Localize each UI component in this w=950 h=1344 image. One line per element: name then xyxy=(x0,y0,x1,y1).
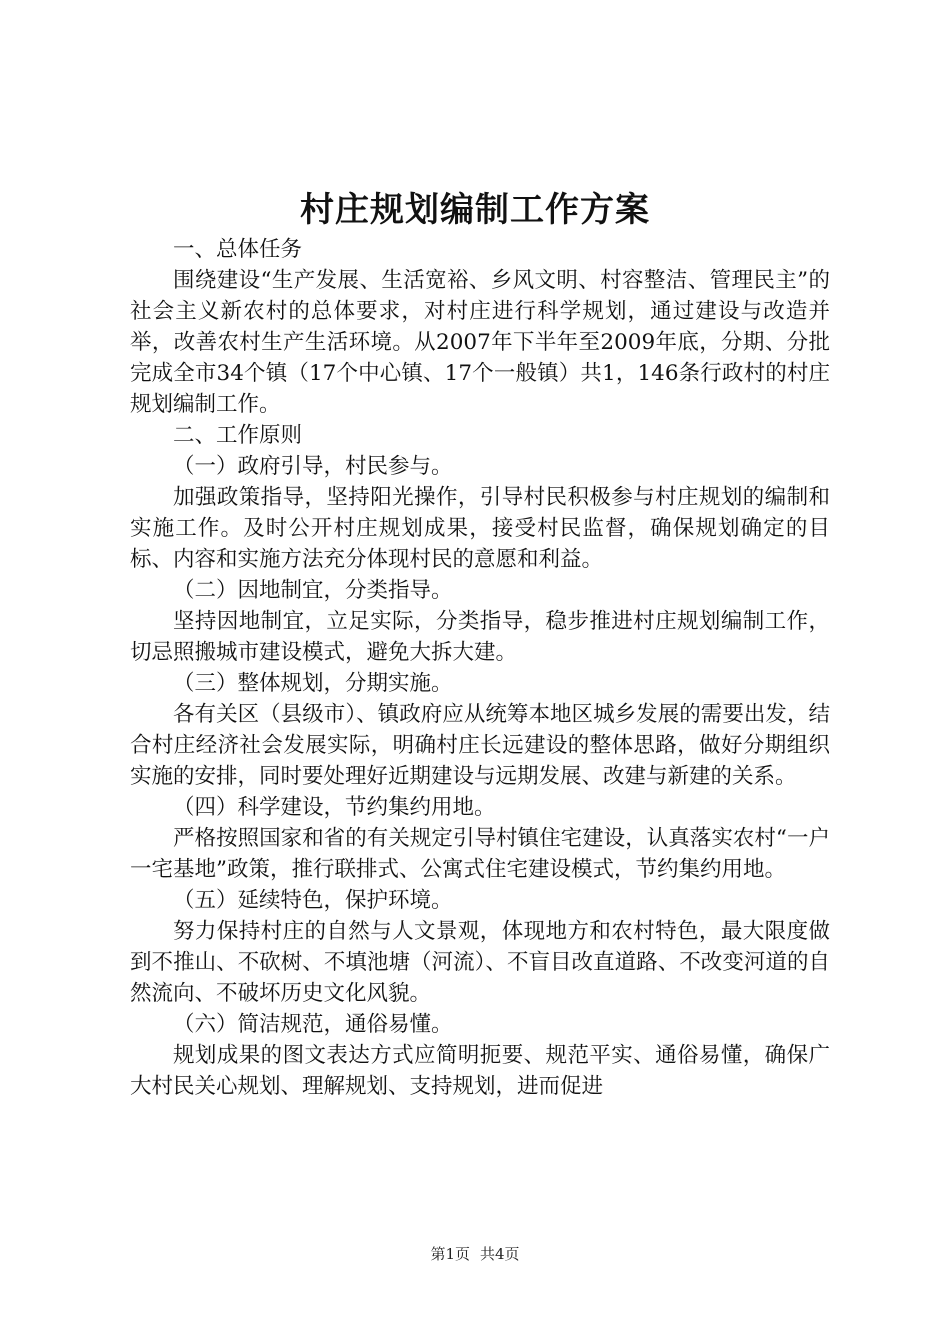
principle-heading-1: （一）政府引导，村民参与。 xyxy=(173,454,453,479)
body-paragraph: 规划成果的图文表达方式应简明扼要、规范平实、通俗易懂，确保广大村民关心规划、理解规划、支持规划，进而促进 xyxy=(130,1043,830,1099)
document-title: 村庄规划编制工作方案 xyxy=(300,190,650,230)
page-footer xyxy=(0,1243,950,1265)
body-paragraph: 加强政策指导，坚持阳光操作，引导村民积极参与村庄规划的编制和实施工作。及时公开村庄规划成果，接受村民监督，确保规划确定的目标、内容和实施方法充分体现村民的意愿和利益。 xyxy=(130,485,830,572)
principle-heading-3: （三）整体规划，分期实施。 xyxy=(173,671,453,696)
body-paragraph: 坚持因地制宜，立足实际，分类指导，稳步推进村庄规划编制工作，切忌照搬城市建设模式，避免大拆大建。 xyxy=(130,609,830,665)
body-paragraph: 严格按照国家和省的有关规定引导村镇住宅建设，认真落实农村“一户一宅基地”政策，推行联排式、公寓式住宅建设模式，节约集约用地。 xyxy=(130,826,830,882)
page-total: 共4页 xyxy=(480,1245,520,1263)
document-body xyxy=(130,234,830,1102)
page-number: 第1页 xyxy=(430,1245,470,1263)
section-heading-overall-task: 一、总体任务 xyxy=(173,237,303,262)
principle-heading-6: （六）简洁规范，通俗易懂。 xyxy=(173,1012,453,1037)
body-paragraph: 各有关区（县级市）、镇政府应从统筹本地区城乡发展的需要出发，结合村庄经济社会发展实际，明确村庄长远建设的整体思路，做好分期组织实施的安排，同时要处理好近期建设与远期发展、改建与新建的关系。 xyxy=(130,702,830,789)
principle-heading-5: （五）延续特色，保护环境。 xyxy=(173,888,453,913)
body-paragraph: 围绕建设“生产发展、生活宽裕、乡风文明、村容整洁、管理民主”的社会主义新农村的总体要求，对村庄进行科学规划，通过建设与改造并举，改善农村生产生活环境。从2007年下半年至2009年底，分期、分批完成全市34个镇（17个中心镇、17个一般镇）共1，146条行政村的村庄规划编制工作。 xyxy=(130,268,830,417)
principle-heading-2: （二）因地制宜，分类指导。 xyxy=(173,578,453,603)
body-paragraph: 努力保持村庄的自然与人文景观，体现地方和农村特色，最大限度做到不推山、不砍树、不填池塘（河流）、不盲目改直道路、不改变河道的自然流向、不破坏历史文化风貌。 xyxy=(130,919,830,1006)
principle-heading-4: （四）科学建设，节约集约用地。 xyxy=(173,795,496,820)
section-heading-work-principles: 二、工作原则 xyxy=(173,423,303,448)
